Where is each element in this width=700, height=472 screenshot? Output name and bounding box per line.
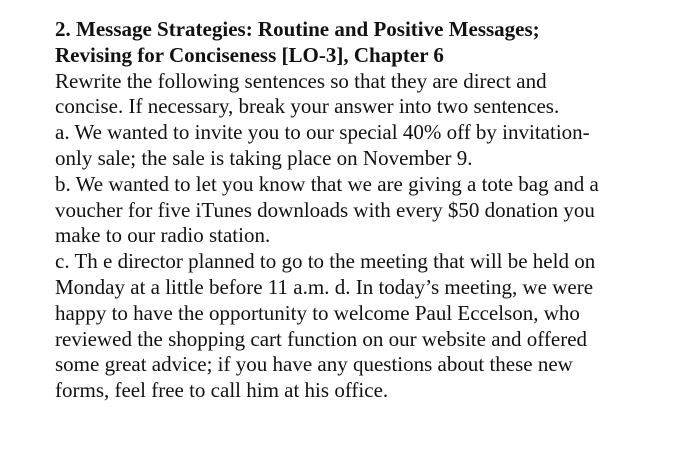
- item-d-line: happy to have the opportunity to welcome Paul Eccelson, who: [55, 300, 580, 325]
- document-heading: [55, 17, 695, 69]
- item-a-line: only sale; the sale is taking place on November 9.: [55, 145, 473, 170]
- item-c-d-line: Monday at a little before 11 a.m. d. In today’s meeting, we were: [55, 274, 594, 299]
- instructions-line: Rewrite the following sentences so that they are direct and: [55, 68, 547, 93]
- item-b-line: voucher for five iTunes downloads with every $50 donation you: [55, 197, 595, 222]
- item-d-line: reviewed the shopping cart function on our website and offered: [55, 326, 588, 351]
- item-b-line: b. We wanted to let you know that we are giving a tote bag and a: [55, 171, 599, 196]
- document-page: [55, 17, 695, 404]
- item-b-line: make to our radio station.: [55, 223, 271, 248]
- item-c-line: c. Th e director planned to go to the meeting that will be held on: [55, 249, 596, 274]
- document-body: [55, 69, 695, 404]
- item-d-line: forms, feel free to call him at his office.: [55, 378, 389, 403]
- item-d-line: some great advice; if you have any questions about these new: [55, 352, 573, 377]
- instructions-line: concise. If necessary, break your answer into two sentences.: [55, 94, 560, 119]
- heading-line: 2. Message Strategies: Routine and Positive Messages;: [55, 17, 540, 41]
- item-a-line: a. We wanted to invite you to our special 40% off by invitation-: [55, 120, 590, 145]
- heading-line: Revising for Conciseness [LO-3], Chapter 6: [55, 42, 444, 67]
